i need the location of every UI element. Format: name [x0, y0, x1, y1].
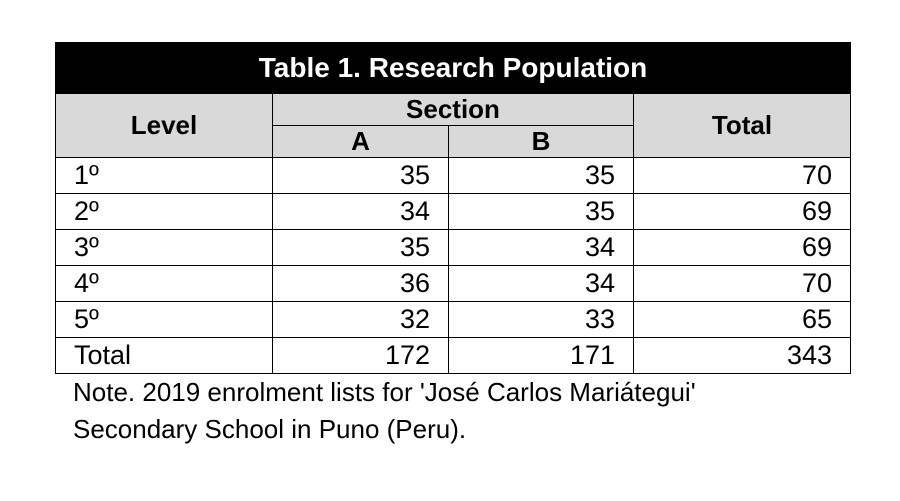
header-total: Total	[634, 94, 851, 158]
research-population-table-container	[55, 42, 850, 448]
section-b-cell: 34	[449, 230, 634, 266]
section-b-cell: 35	[449, 194, 634, 230]
header-section: Section	[273, 94, 634, 126]
section-b-cell: 34	[449, 266, 634, 302]
table-row	[56, 230, 851, 266]
section-a-cell: 36	[273, 266, 449, 302]
table-total-row	[56, 338, 851, 374]
level-cell: 2º	[56, 194, 273, 230]
header-level: Level	[56, 94, 273, 158]
total-cell: 69	[634, 194, 851, 230]
section-b-cell: 33	[449, 302, 634, 338]
level-cell: 3º	[56, 230, 273, 266]
header-section-a: A	[273, 126, 449, 158]
table-row	[56, 302, 851, 338]
section-a-cell: 34	[273, 194, 449, 230]
level-cell: Total	[56, 338, 273, 374]
table-row	[56, 266, 851, 302]
note-line: Secondary School in Puno (Peru).	[73, 414, 467, 444]
section-b-cell: 35	[449, 158, 634, 194]
section-a-cell: 172	[273, 338, 449, 374]
table-row	[56, 158, 851, 194]
table-row	[56, 194, 851, 230]
section-a-cell: 32	[273, 302, 449, 338]
total-cell: 70	[634, 158, 851, 194]
section-b-cell: 171	[449, 338, 634, 374]
header-section-b: B	[449, 126, 634, 158]
level-cell: 1º	[56, 158, 273, 194]
section-a-cell: 35	[273, 158, 449, 194]
section-a-cell: 35	[273, 230, 449, 266]
total-cell: 65	[634, 302, 851, 338]
research-population-table	[55, 42, 851, 374]
total-cell: 69	[634, 230, 851, 266]
level-cell: 5º	[56, 302, 273, 338]
level-cell: 4º	[56, 266, 273, 302]
table-title: Table 1. Research Population	[56, 43, 851, 94]
total-cell: 70	[634, 266, 851, 302]
note-line: Note. 2019 enrolment lists for 'José Carlos Mariátegui'	[73, 377, 696, 407]
table-note	[55, 374, 850, 448]
total-cell: 343	[634, 338, 851, 374]
